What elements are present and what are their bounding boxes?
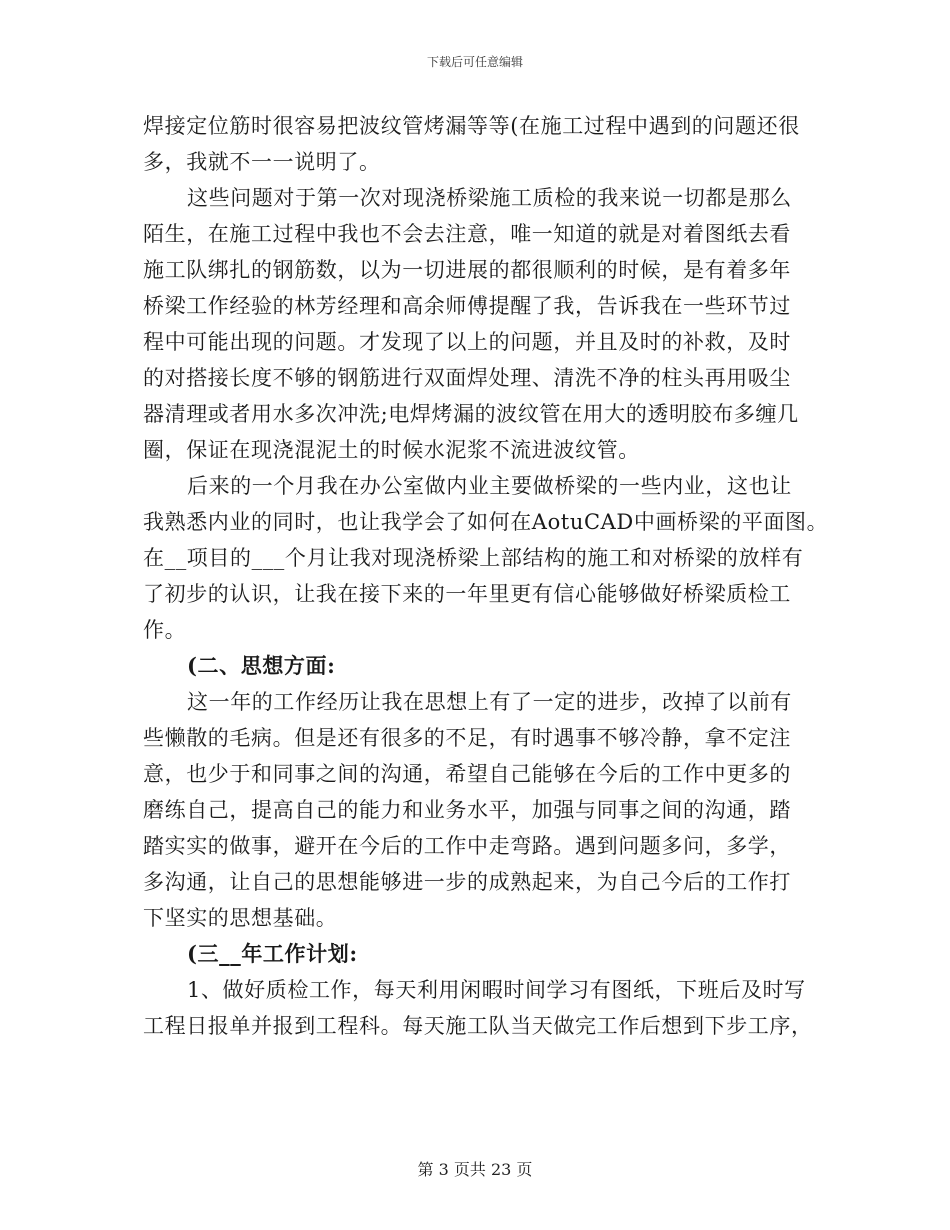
text-line: 器清理或者用水多次冲洗;电焊烤漏的波纹管在用大的透明胶布多缠几	[143, 402, 799, 426]
text-line: 的对搭接长度不够的钢筋进行双面焊处理、清洗不净的柱头再用吸尘	[143, 366, 791, 390]
text-line: 意，也少于和同事之间的沟通，希望自己能够在今后的工作中更多的	[143, 762, 791, 786]
text-line: 磨练自己，提高自己的能力和业务水平，加强与同事之间的沟通，踏	[143, 798, 791, 822]
section-heading-thoughts: (二、思想方面:	[187, 653, 336, 678]
paragraph-start: 这一年的工作经历让我在思想上有了一定的进步，改掉了以前有	[187, 690, 792, 714]
text-line: 焊接定位筋时很容易把波纹管烤漏等等(在施工过程中遇到的问题还很	[143, 114, 800, 138]
document-body	[143, 108, 829, 1044]
text-line: 陌生，在施工过程中我也不会去注意，唯一知道的就是对着图纸去看	[143, 222, 791, 246]
text-line: 多，我就不一一说明了。	[143, 150, 381, 174]
section-heading-plan: (三__年工作计划:	[187, 941, 358, 966]
text-line: 踏实实的做事，避开在今后的工作中走弯路。遇到问题多问，多学，	[143, 834, 791, 858]
text-line: 下坚实的思想基础。	[143, 906, 338, 930]
text-line: 程中可能出现的问题。才发现了以上的问题，并且及时的补救，及时	[143, 330, 791, 354]
paragraph-start: 这些问题对于第一次对现浇桥梁施工质检的我来说一切都是那么	[187, 186, 792, 210]
text-line: 圈，保证在现浇混泥土的时候水泥浆不流进波纹管。	[143, 438, 640, 462]
paragraph-start: 1、做好质检工作，每天利用闲暇时间学习有图纸，下班后及时写	[187, 978, 806, 1002]
text-line: 了初步的认识，让我在接下来的一年里更有信心能够做好桥梁质检工	[143, 582, 791, 606]
text-line: 桥梁工作经验的林芳经理和高余师傅提醒了我，告诉我在一些环节过	[143, 294, 791, 318]
paragraph-start: 后来的一个月我在办公室做内业主要做桥梁的一些内业，这也让	[187, 474, 792, 498]
text-line: 工程日报单并报到工程科。每天施工队当天做完工作后想到下步工序，	[143, 1014, 813, 1038]
text-line: 我熟悉内业的同时，也让我学会了如何在AotuCAD中画桥梁的平面图。	[143, 510, 829, 534]
text-line: 作。	[143, 618, 187, 642]
text-line: 些懒散的毛病。但是还有很多的不足，有时遇事不够冷静，拿不定注	[143, 726, 791, 750]
text-line: 施工队绑扎的钢筋数，以为一切进展的都很顺利的时候，是有着多年	[143, 258, 791, 282]
page-header: 下载后可任意编辑	[426, 55, 523, 69]
text-line: 多沟通，让自己的思想能够进一步的成熟起来，为自己今后的工作打	[143, 870, 791, 894]
text-line: 在__项目的___个月让我对现浇桥梁上部结构的施工和对桥梁的放样有	[143, 546, 804, 570]
page-footer: 第 3 页共 23 页	[417, 1160, 533, 1179]
